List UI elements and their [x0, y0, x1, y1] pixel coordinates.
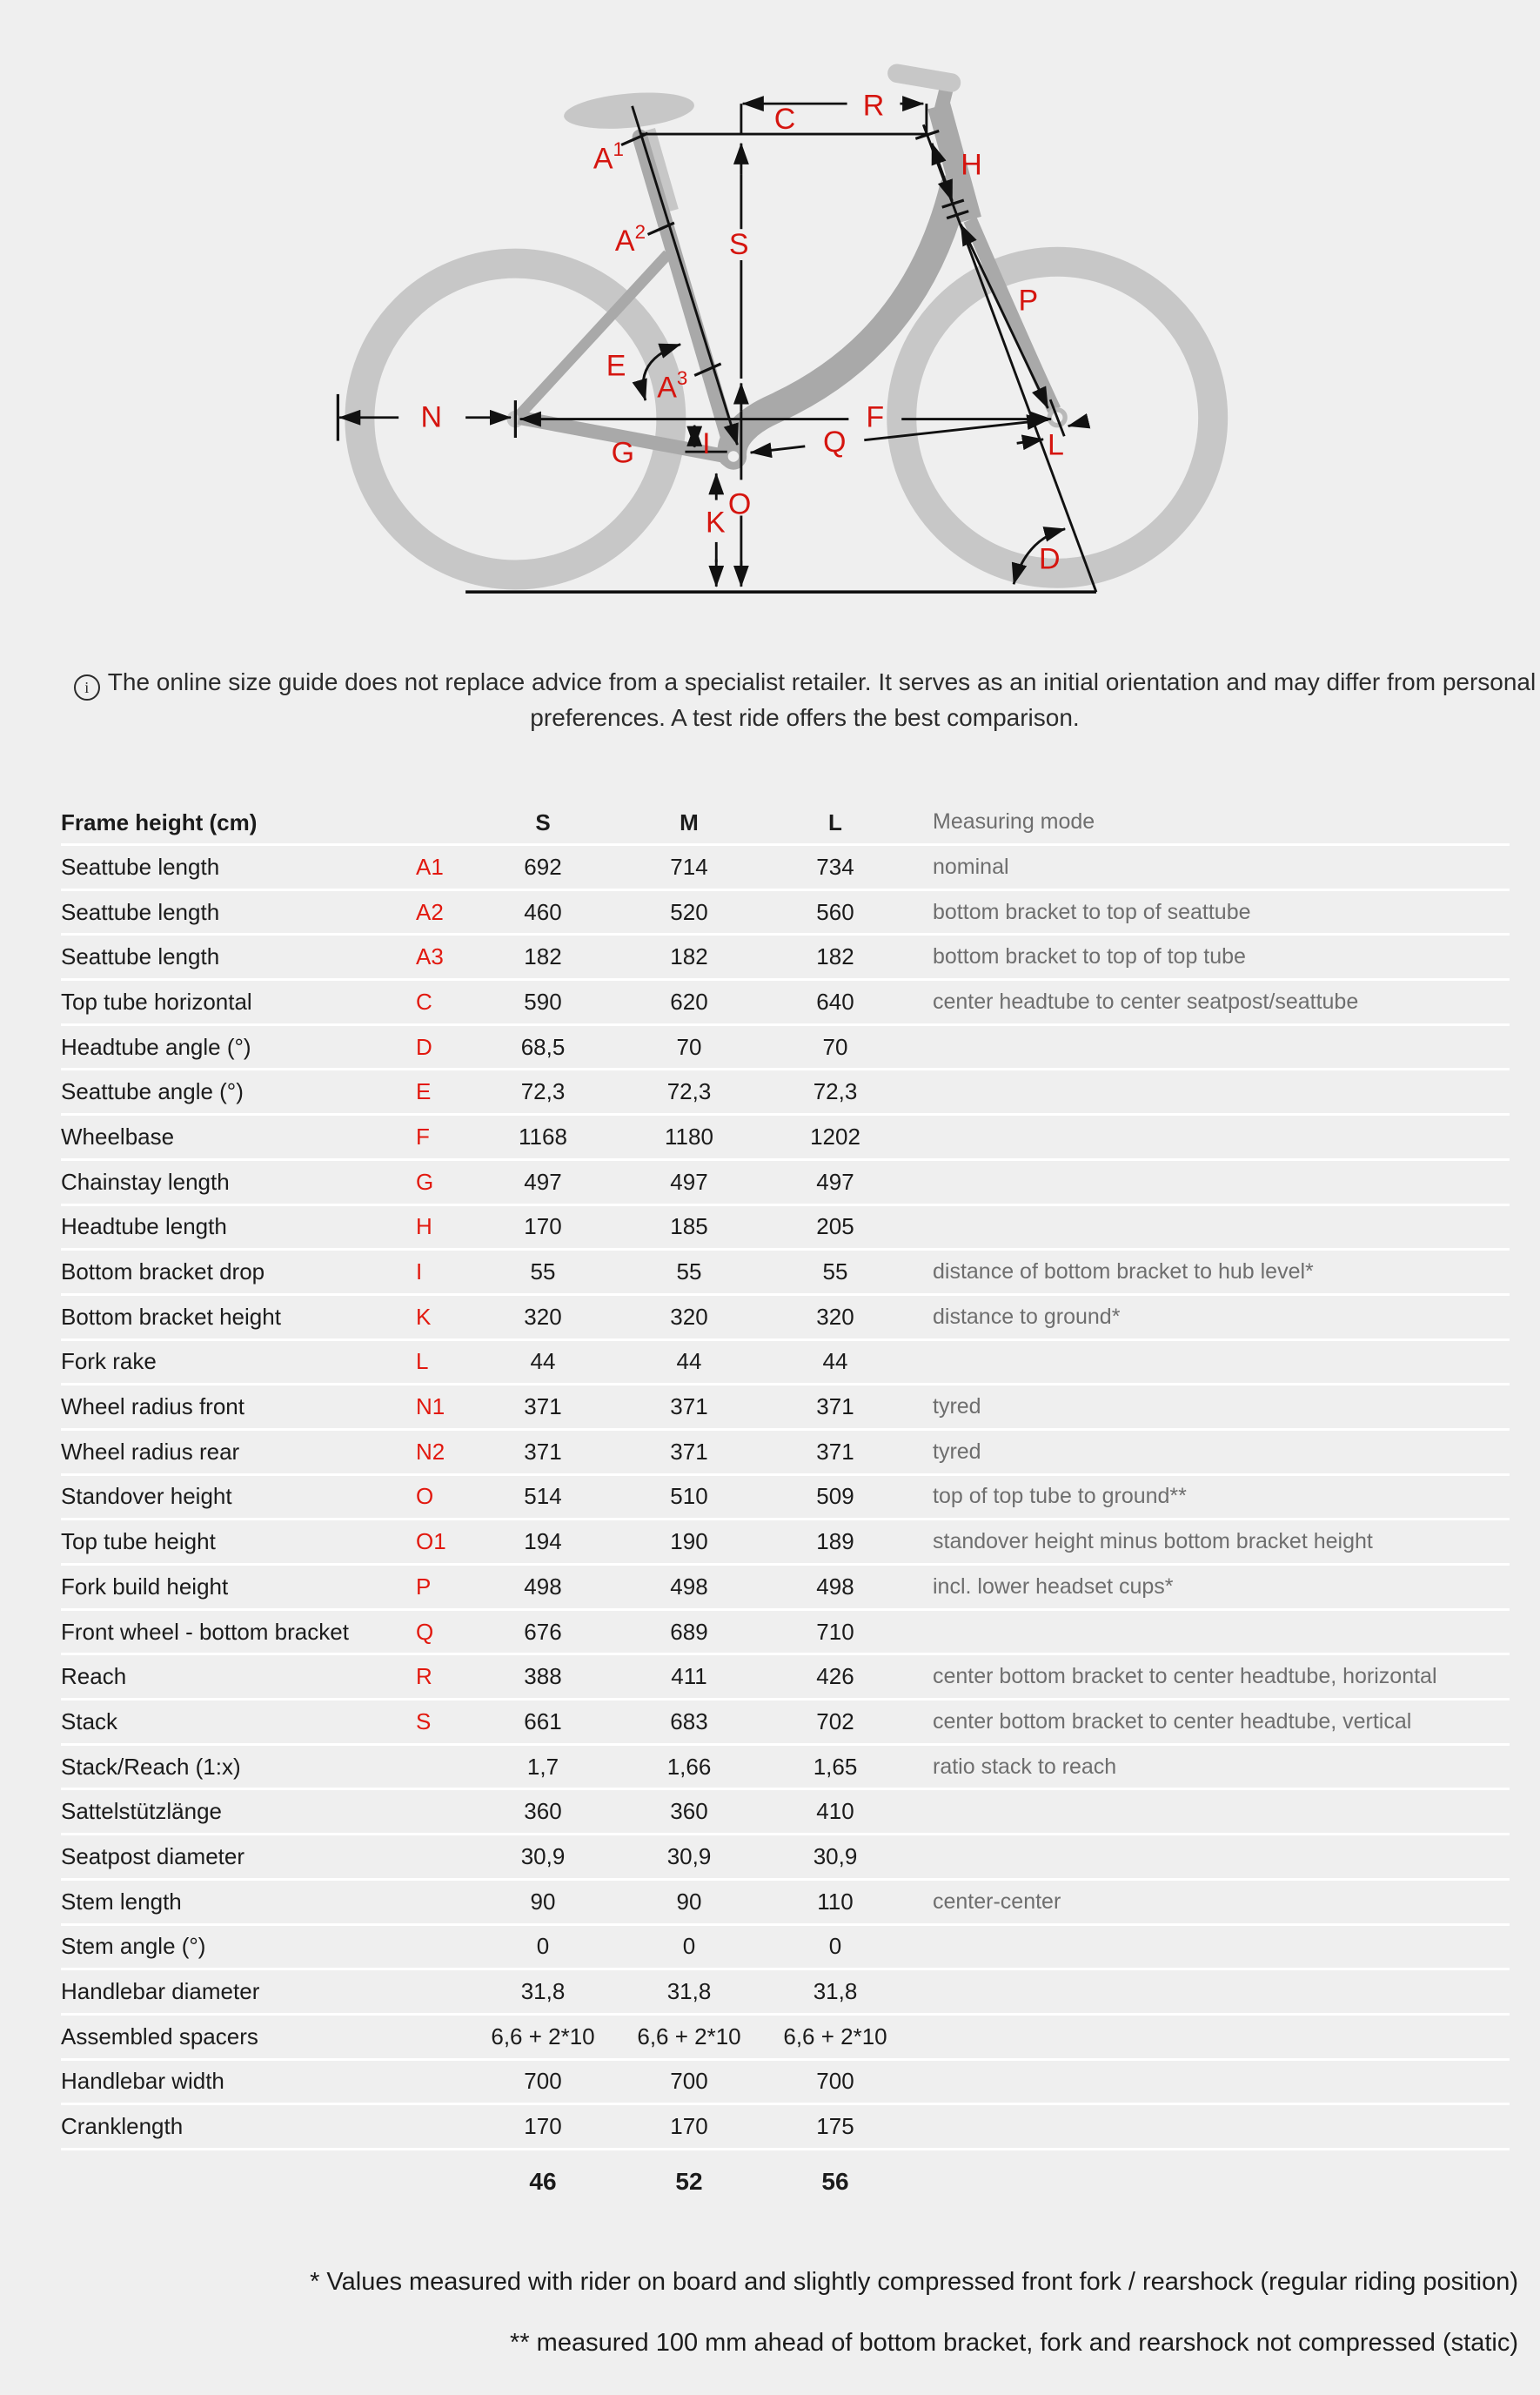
- row-value-m: 510: [670, 1483, 708, 1510]
- row-value-s: 320: [524, 1303, 562, 1330]
- table-summary-row: [61, 2150, 1510, 2213]
- row-label: Seattube length: [61, 853, 220, 880]
- row-value-m: 0: [682, 1933, 696, 1960]
- label-f: F: [866, 400, 885, 434]
- info-note: [70, 665, 1540, 735]
- row-value-s: 182: [524, 943, 562, 970]
- table-row: [61, 1746, 1510, 1791]
- row-value-l: 1,65: [813, 1753, 858, 1780]
- row-value-l: 497: [816, 1168, 854, 1195]
- row-value-l: 205: [816, 1213, 854, 1240]
- label-o: O: [727, 487, 752, 521]
- row-letter: S: [416, 1707, 432, 1734]
- row-value-s: 68,5: [520, 1033, 566, 1060]
- row-label: Assembled spacers: [61, 2023, 258, 2050]
- table-row: [61, 1341, 1510, 1386]
- row-letter: N2: [416, 1438, 445, 1465]
- row-measuring-mode: center bottom bracket to center headtube, vertical: [933, 1708, 1412, 1734]
- label-a1: $A^1$: [593, 138, 624, 176]
- table-row: [61, 1926, 1510, 1971]
- handlebar: [897, 73, 952, 83]
- row-label: Sattelstützlänge: [61, 1798, 223, 1825]
- row-value-l: 189: [816, 1528, 854, 1555]
- row-value-s: 194: [524, 1528, 562, 1555]
- table-row: [61, 1881, 1510, 1926]
- row-value-l: 640: [816, 988, 854, 1015]
- row-label: Wheel radius rear: [61, 1438, 240, 1465]
- footnote-2: ** measured 100 mm ahead of bottom bracket, fork and rearshock not compressed (static): [510, 2329, 1518, 2357]
- table-row: [61, 1566, 1510, 1611]
- row-letter: G: [416, 1168, 434, 1195]
- bike-silhouette: [359, 73, 1213, 574]
- row-measuring-mode: nominal: [933, 854, 1009, 879]
- row-value-l: 70: [822, 1033, 848, 1060]
- table-row: [61, 1520, 1510, 1566]
- summary-size-s: 46: [529, 2167, 557, 2195]
- label-k: K: [706, 506, 726, 540]
- row-label: Top tube horizontal: [61, 988, 252, 1015]
- row-value-s: 590: [524, 988, 562, 1015]
- row-value-s: 700: [524, 2068, 562, 2095]
- row-label: Cranklength: [61, 2113, 184, 2140]
- row-letter: D: [416, 1033, 432, 1060]
- header-measuring-mode: Measuring mode: [933, 809, 1095, 834]
- label-i: I: [702, 426, 711, 460]
- row-value-s: 0: [536, 1933, 550, 1960]
- label-s: S: [728, 227, 749, 261]
- row-value-l: 110: [817, 1888, 854, 1915]
- table-row: [61, 2061, 1510, 2106]
- row-letter: Q: [416, 1618, 434, 1645]
- label-g: G: [611, 436, 635, 470]
- row-value-l: 734: [816, 853, 854, 880]
- row-label: Wheelbase: [61, 1123, 175, 1150]
- row-value-m: 520: [670, 898, 708, 925]
- row-value-m: 411: [671, 1663, 707, 1690]
- row-value-l: 44: [822, 1348, 848, 1375]
- row-value-s: 55: [530, 1258, 556, 1285]
- row-value-m: 30,9: [666, 1842, 712, 1869]
- row-label: Front wheel - bottom bracket: [61, 1618, 349, 1645]
- table-row: [61, 846, 1510, 891]
- row-value-l: 72,3: [813, 1078, 858, 1105]
- header-size-s: S: [535, 809, 551, 835]
- row-value-s: 6,6 + 2*10: [491, 2023, 595, 2050]
- row-value-m: 185: [670, 1213, 708, 1240]
- row-value-l: 371: [816, 1438, 854, 1465]
- row-value-m: 190: [670, 1528, 708, 1555]
- saddle: [562, 88, 695, 133]
- row-letter: A3: [416, 943, 444, 970]
- row-label: Handlebar diameter: [61, 1978, 260, 2005]
- row-measuring-mode: tyred: [933, 1439, 981, 1464]
- row-value-m: 371: [670, 1438, 708, 1465]
- row-value-s: 661: [524, 1707, 562, 1734]
- row-label: Stem length: [61, 1888, 182, 1915]
- row-letter: C: [416, 988, 432, 1015]
- table-row: [61, 1655, 1510, 1701]
- row-value-s: 170: [524, 2113, 562, 2140]
- table-row: [61, 1970, 1510, 2016]
- fork-rake-arrow-right: [1068, 421, 1087, 426]
- row-value-m: 620: [670, 988, 708, 1015]
- row-value-m: 689: [670, 1618, 708, 1645]
- row-letter: P: [416, 1573, 432, 1600]
- row-measuring-mode: standover height minus bottom bracket height: [933, 1529, 1373, 1554]
- row-measuring-mode: distance to ground*: [933, 1304, 1121, 1329]
- row-label: Seatpost diameter: [61, 1842, 245, 1869]
- row-letter: H: [416, 1213, 432, 1240]
- row-label: Top tube height: [61, 1528, 216, 1555]
- row-label: Chainstay length: [61, 1168, 230, 1195]
- table-row: [61, 1161, 1510, 1206]
- row-value-m: 497: [670, 1168, 708, 1195]
- row-measuring-mode: center bottom bracket to center headtube, horizontal: [933, 1664, 1437, 1689]
- row-value-m: 714: [670, 853, 708, 880]
- row-value-m: 700: [670, 2068, 708, 2095]
- table-row: [61, 1476, 1510, 1521]
- row-letter: I: [416, 1258, 423, 1285]
- row-label: Seattube angle (°): [61, 1078, 244, 1105]
- row-label: Stack/Reach (1:x): [61, 1753, 241, 1780]
- header-size-m: M: [680, 809, 699, 835]
- row-value-s: 90: [530, 1888, 556, 1915]
- table-row: [61, 1835, 1510, 1881]
- summary-size-m: 52: [675, 2167, 703, 2195]
- row-value-s: 692: [524, 853, 562, 880]
- table-row: [61, 1385, 1510, 1431]
- footnote-1: * Values measured with rider on board and slightly compressed front fork / rearshock (regular riding position): [310, 2268, 1518, 2296]
- table-row: [61, 1611, 1510, 1656]
- table-row: [61, 936, 1510, 981]
- row-label: Headtube length: [61, 1213, 227, 1240]
- header-size-l: L: [828, 809, 842, 835]
- row-label: Standover height: [61, 1483, 232, 1510]
- label-c: C: [773, 102, 796, 136]
- label-q: Q: [823, 426, 847, 460]
- row-label: Stack: [61, 1707, 118, 1734]
- row-value-l: 31,8: [813, 1978, 858, 2005]
- row-value-l: 710: [816, 1618, 854, 1645]
- row-value-l: 560: [816, 898, 854, 925]
- row-value-l: 175: [816, 2113, 854, 2140]
- header-frame-height: Frame height (cm): [61, 809, 258, 835]
- table-row: [61, 2016, 1510, 2061]
- row-label: Seattube length: [61, 898, 220, 925]
- table-row: [61, 981, 1510, 1026]
- row-value-s: 30,9: [520, 1842, 566, 1869]
- row-label: Headtube angle (°): [61, 1033, 251, 1060]
- row-letter: N1: [416, 1393, 445, 1420]
- label-e: E: [606, 349, 626, 383]
- row-value-s: 371: [524, 1438, 562, 1465]
- row-label: Stem angle (°): [61, 1933, 206, 1960]
- row-measuring-mode: bottom bracket to top of seattube: [933, 899, 1251, 924]
- row-measuring-mode: tyred: [933, 1394, 981, 1419]
- row-letter: O: [416, 1483, 434, 1510]
- front-wheel-bb-line: [751, 446, 806, 453]
- row-measuring-mode: ratio stack to reach: [933, 1754, 1117, 1779]
- label-p: P: [1018, 284, 1039, 318]
- row-value-m: 44: [676, 1348, 702, 1375]
- row-value-s: 676: [524, 1618, 562, 1645]
- row-value-m: 1,66: [666, 1753, 712, 1780]
- table-row: [61, 1251, 1510, 1296]
- row-value-s: 31,8: [520, 1978, 566, 2005]
- table-row: [61, 1296, 1510, 1341]
- row-value-l: 509: [816, 1483, 854, 1510]
- table-row: [61, 1701, 1510, 1746]
- table-row: [61, 1206, 1510, 1251]
- row-value-s: 360: [524, 1798, 562, 1825]
- row-value-s: 460: [524, 898, 562, 925]
- row-value-m: 320: [670, 1303, 708, 1330]
- row-value-m: 72,3: [666, 1078, 712, 1105]
- info-icon: i: [74, 674, 100, 701]
- row-value-m: 371: [670, 1393, 708, 1420]
- row-letter: E: [416, 1078, 432, 1105]
- row-value-l: 6,6 + 2*10: [783, 2023, 887, 2050]
- row-value-m: 6,6 + 2*10: [637, 2023, 741, 2050]
- row-measuring-mode: center headtube to center seatpost/seattube: [933, 989, 1359, 1014]
- geometry-table: [61, 809, 1510, 2213]
- row-value-m: 170: [670, 2113, 708, 2140]
- label-a3: $A^3$: [657, 367, 688, 405]
- row-value-s: 371: [524, 1393, 562, 1420]
- row-value-l: 426: [816, 1663, 854, 1690]
- row-letter: F: [416, 1123, 430, 1150]
- row-measuring-mode: top of top tube to ground**: [933, 1484, 1187, 1509]
- row-label: Bottom bracket height: [61, 1303, 281, 1330]
- row-measuring-mode: bottom bracket to top of top tube: [933, 944, 1246, 969]
- table-row: [61, 1116, 1510, 1161]
- row-letter: R: [416, 1663, 432, 1690]
- row-value-s: 388: [524, 1663, 562, 1690]
- row-value-s: 514: [524, 1483, 562, 1510]
- label-r: R: [862, 89, 885, 123]
- row-value-m: 360: [670, 1798, 708, 1825]
- row-value-s: 1168: [519, 1123, 567, 1150]
- row-measuring-mode: center-center: [933, 1888, 1061, 1914]
- row-value-l: 700: [816, 2068, 854, 2095]
- row-value-m: 498: [670, 1573, 708, 1600]
- row-label: Fork build height: [61, 1573, 229, 1600]
- info-note-text: The online size guide does not replace advice from a specialist retailer. It serves as an initial orientation and may differ from personal preferences. A test ride offers the best comparison.: [107, 668, 1537, 731]
- row-letter: A2: [416, 898, 444, 925]
- row-value-l: 55: [822, 1258, 848, 1285]
- row-value-l: 410: [816, 1798, 854, 1825]
- table-row: [61, 1026, 1510, 1071]
- row-value-l: 702: [816, 1707, 854, 1734]
- row-label: Bottom bracket drop: [61, 1258, 265, 1285]
- row-value-m: 70: [676, 1033, 702, 1060]
- label-a2: $A^2$: [614, 220, 646, 258]
- row-letter: A1: [416, 853, 444, 880]
- row-label: Reach: [61, 1663, 127, 1690]
- summary-size-l: 56: [821, 2167, 849, 2195]
- row-value-m: 182: [670, 943, 708, 970]
- row-value-s: 497: [524, 1168, 562, 1195]
- row-value-s: 1,7: [526, 1753, 559, 1780]
- row-value-s: 72,3: [520, 1078, 566, 1105]
- label-l: L: [1047, 428, 1064, 462]
- table-header: [61, 809, 1510, 846]
- table-row: [61, 1070, 1510, 1116]
- row-value-l: 498: [816, 1573, 854, 1600]
- row-measuring-mode: incl. lower headset cups*: [933, 1573, 1174, 1599]
- row-value-l: 182: [816, 943, 854, 970]
- table-row: [61, 1431, 1510, 1476]
- label-n: N: [420, 400, 443, 434]
- row-value-l: 30,9: [813, 1842, 858, 1869]
- row-value-l: 371: [816, 1393, 854, 1420]
- row-value-m: 90: [676, 1888, 702, 1915]
- row-label: Wheel radius front: [61, 1393, 244, 1420]
- row-label: Seattube length: [61, 943, 220, 970]
- row-label: Handlebar width: [61, 2068, 224, 2095]
- seat-tube: [640, 138, 733, 455]
- row-value-l: 0: [828, 1933, 842, 1960]
- label-d: D: [1038, 542, 1061, 576]
- row-value-m: 1180: [665, 1123, 713, 1150]
- row-letter: O1: [416, 1528, 446, 1555]
- row-value-m: 31,8: [666, 1978, 712, 2005]
- row-value-s: 498: [524, 1573, 562, 1600]
- row-value-s: 44: [530, 1348, 556, 1375]
- row-letter: L: [416, 1348, 429, 1375]
- row-value-m: 683: [670, 1707, 708, 1734]
- row-label: Fork rake: [61, 1348, 157, 1375]
- table-body: [61, 846, 1510, 2150]
- row-value-l: 320: [816, 1303, 854, 1330]
- row-measuring-mode: distance of bottom bracket to hub level*: [933, 1259, 1314, 1285]
- label-h: H: [961, 148, 982, 182]
- table-row: [61, 1790, 1510, 1835]
- row-letter: K: [416, 1303, 432, 1330]
- row-value-m: 55: [676, 1258, 702, 1285]
- bike-geometry-diagram: [0, 0, 1540, 639]
- row-value-l: 1202: [810, 1123, 860, 1150]
- table-row: [61, 2105, 1510, 2150]
- row-value-s: 170: [524, 1213, 562, 1240]
- table-row: [61, 891, 1510, 936]
